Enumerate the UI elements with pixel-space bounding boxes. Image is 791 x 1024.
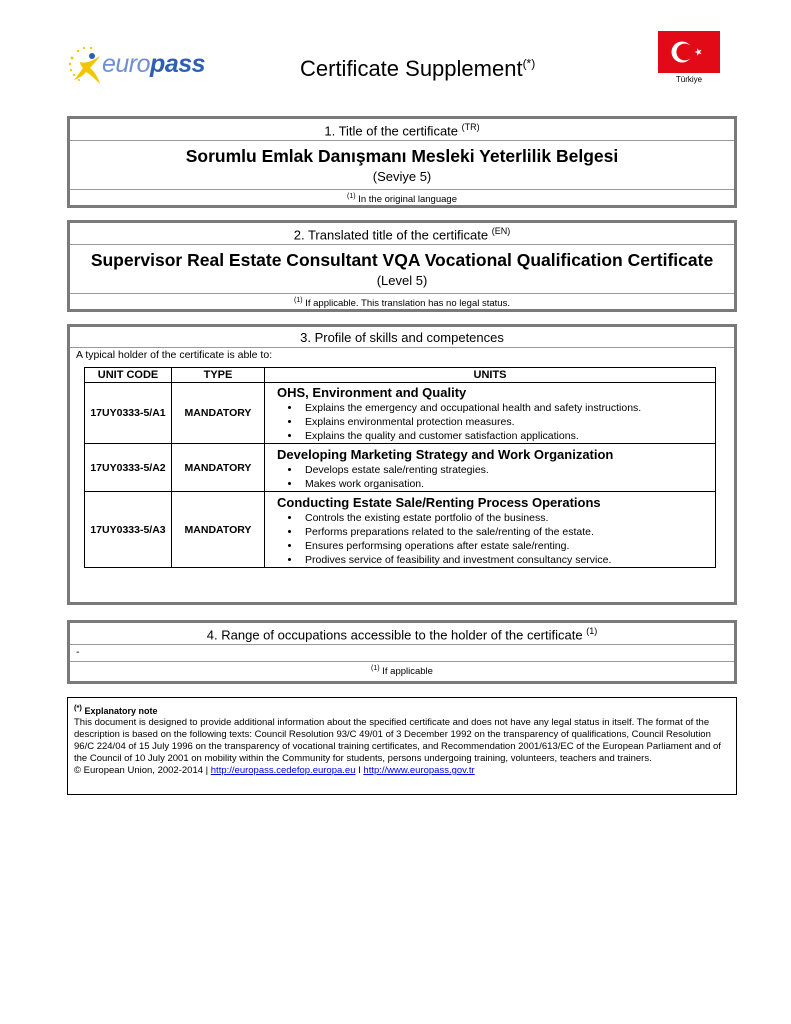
unit-type: MANDATORY xyxy=(172,492,265,568)
translated-title-block xyxy=(70,245,734,293)
unit-title: Developing Marketing Strategy and Work Organization xyxy=(277,446,614,462)
section-heading xyxy=(70,223,734,245)
unit-details xyxy=(265,444,716,492)
unit-code: 17UY0333-5/A3 xyxy=(85,492,172,568)
unit-details xyxy=(265,383,716,444)
section-translated-title xyxy=(67,220,737,312)
country-label: Türkiye xyxy=(675,75,703,84)
note-mark: (1) xyxy=(294,297,303,305)
column-header-units: UNITS xyxy=(265,368,716,383)
note-mark: (1) xyxy=(371,665,380,673)
section-heading-text: 4. Range of occupations accessible to the holder of the certificate xyxy=(206,627,583,643)
unit-code: 17UY0333-5/A2 xyxy=(85,444,172,492)
logo-text-bold: pass xyxy=(150,50,206,78)
unit-item-list xyxy=(271,463,707,491)
section-heading xyxy=(70,119,734,141)
explanatory-note-title xyxy=(74,702,730,717)
section-note xyxy=(70,293,734,312)
table-header-row xyxy=(85,368,716,383)
unit-item-list xyxy=(271,401,707,443)
list-item: • Explains the quality and customer satisfaction applications. xyxy=(301,429,707,443)
document-title-mark: (*) xyxy=(522,56,536,71)
section-skills-profile xyxy=(67,324,737,605)
list-item: • Develops estate sale/renting strategies. xyxy=(301,463,707,477)
note-mark: (1) xyxy=(347,193,356,201)
unit-title: Conducting Estate Sale/Renting Process Operations xyxy=(277,494,601,510)
note-text: If applicable xyxy=(382,666,433,678)
units-table xyxy=(84,367,716,568)
table-row xyxy=(85,383,716,444)
occupations-value: - xyxy=(70,645,734,662)
europass-gov-tr-link[interactable]: http://www.europass.gov.tr xyxy=(363,765,475,776)
section-heading xyxy=(70,623,734,645)
section-heading: 3. Profile of skills and competences xyxy=(70,327,734,348)
europass-logo xyxy=(66,44,206,88)
section-note xyxy=(70,189,734,208)
list-item: • Explains environmental protection measures. xyxy=(301,415,707,429)
section-title-of-certificate xyxy=(67,116,737,208)
copyright-text: © European Union, 2002-2014 | xyxy=(74,765,209,776)
turkey-flag-icon xyxy=(658,31,720,73)
list-item: • Ensures performsing operations after estate sale/renting. xyxy=(301,539,707,553)
explanatory-note xyxy=(67,697,737,795)
profile-intro: A typical holder of the certificate is able to: xyxy=(76,349,273,361)
unit-title: OHS, Environment and Quality xyxy=(277,385,467,400)
translated-level: (Level 5) xyxy=(376,273,428,289)
copyright-line xyxy=(74,765,730,777)
document-title-text: Certificate Supplement xyxy=(300,56,523,81)
section-note xyxy=(70,662,734,680)
translated-title: Supervisor Real Estate Consultant VQA Vocational Qualification Certificate xyxy=(90,250,714,271)
europass-star-figure-icon xyxy=(66,44,106,88)
explanatory-note-text: This document is designed to provide additional information about the specified certificate and does not have any legal status in itself. The format of the description is based on the following texts: Council Resolution 93/C 49/01 of 3 December 1992 on the transparency of qualifications, Council Resolution 96/C 224/04 of 15 July 1996 on the transparency of vocational training certificates, and Recommendation 2001/613/EC of the European Parliament and of the Council of 10 July 2001 on mobility within the Community for students, persons undergoing training, volunteers, teachers and trainers. xyxy=(74,717,721,764)
europass-cedefop-link[interactable]: http://europass.cedefop.europa.eu xyxy=(210,765,356,776)
table-row xyxy=(85,492,716,568)
section-occupations xyxy=(67,620,737,684)
list-item: • Performs preparations related to the sale/renting of the estate. xyxy=(301,525,707,539)
section-heading-mark: (TR) xyxy=(461,122,480,132)
logo-text-light: euro xyxy=(102,50,151,78)
column-header-type: TYPE xyxy=(172,368,265,383)
list-item: • Prodives service of feasibility and investment consultancy service. xyxy=(301,553,707,567)
link-separator: I xyxy=(358,765,361,776)
note-text: In the original language xyxy=(358,194,457,206)
certificate-level: (Seviye 5) xyxy=(372,169,432,185)
section-heading-mark: (EN) xyxy=(491,226,511,236)
unit-item-list xyxy=(271,511,707,567)
section-heading-text: 2. Translated title of the certificate xyxy=(293,227,489,243)
list-item: • Controls the existing estate portfolio of the business. xyxy=(301,511,707,525)
unit-type: MANDATORY xyxy=(172,383,265,444)
explanatory-mark: (*) xyxy=(74,703,82,712)
section-heading-mark: (1) xyxy=(586,626,598,636)
section-heading-text: 1. Title of the certificate xyxy=(324,123,459,139)
unit-type: MANDATORY xyxy=(172,444,265,492)
certificate-title: Sorumlu Emlak Danışmanı Mesleki Yeterlilik Belgesi xyxy=(185,146,619,167)
unit-code: 17UY0333-5/A1 xyxy=(85,383,172,444)
table-row xyxy=(85,444,716,492)
list-item: • Makes work organisation. xyxy=(301,477,707,491)
certificate-title-block xyxy=(70,141,734,189)
note-text: If applicable. This translation has no legal status. xyxy=(305,298,510,310)
document-title xyxy=(300,56,535,82)
unit-details xyxy=(265,492,716,568)
list-item: • Explains the emergency and occupational health and safety instructions. xyxy=(301,401,707,415)
explanatory-title-text: Explanatory note xyxy=(84,706,158,716)
column-header-unit-code: UNIT CODE xyxy=(85,368,172,383)
